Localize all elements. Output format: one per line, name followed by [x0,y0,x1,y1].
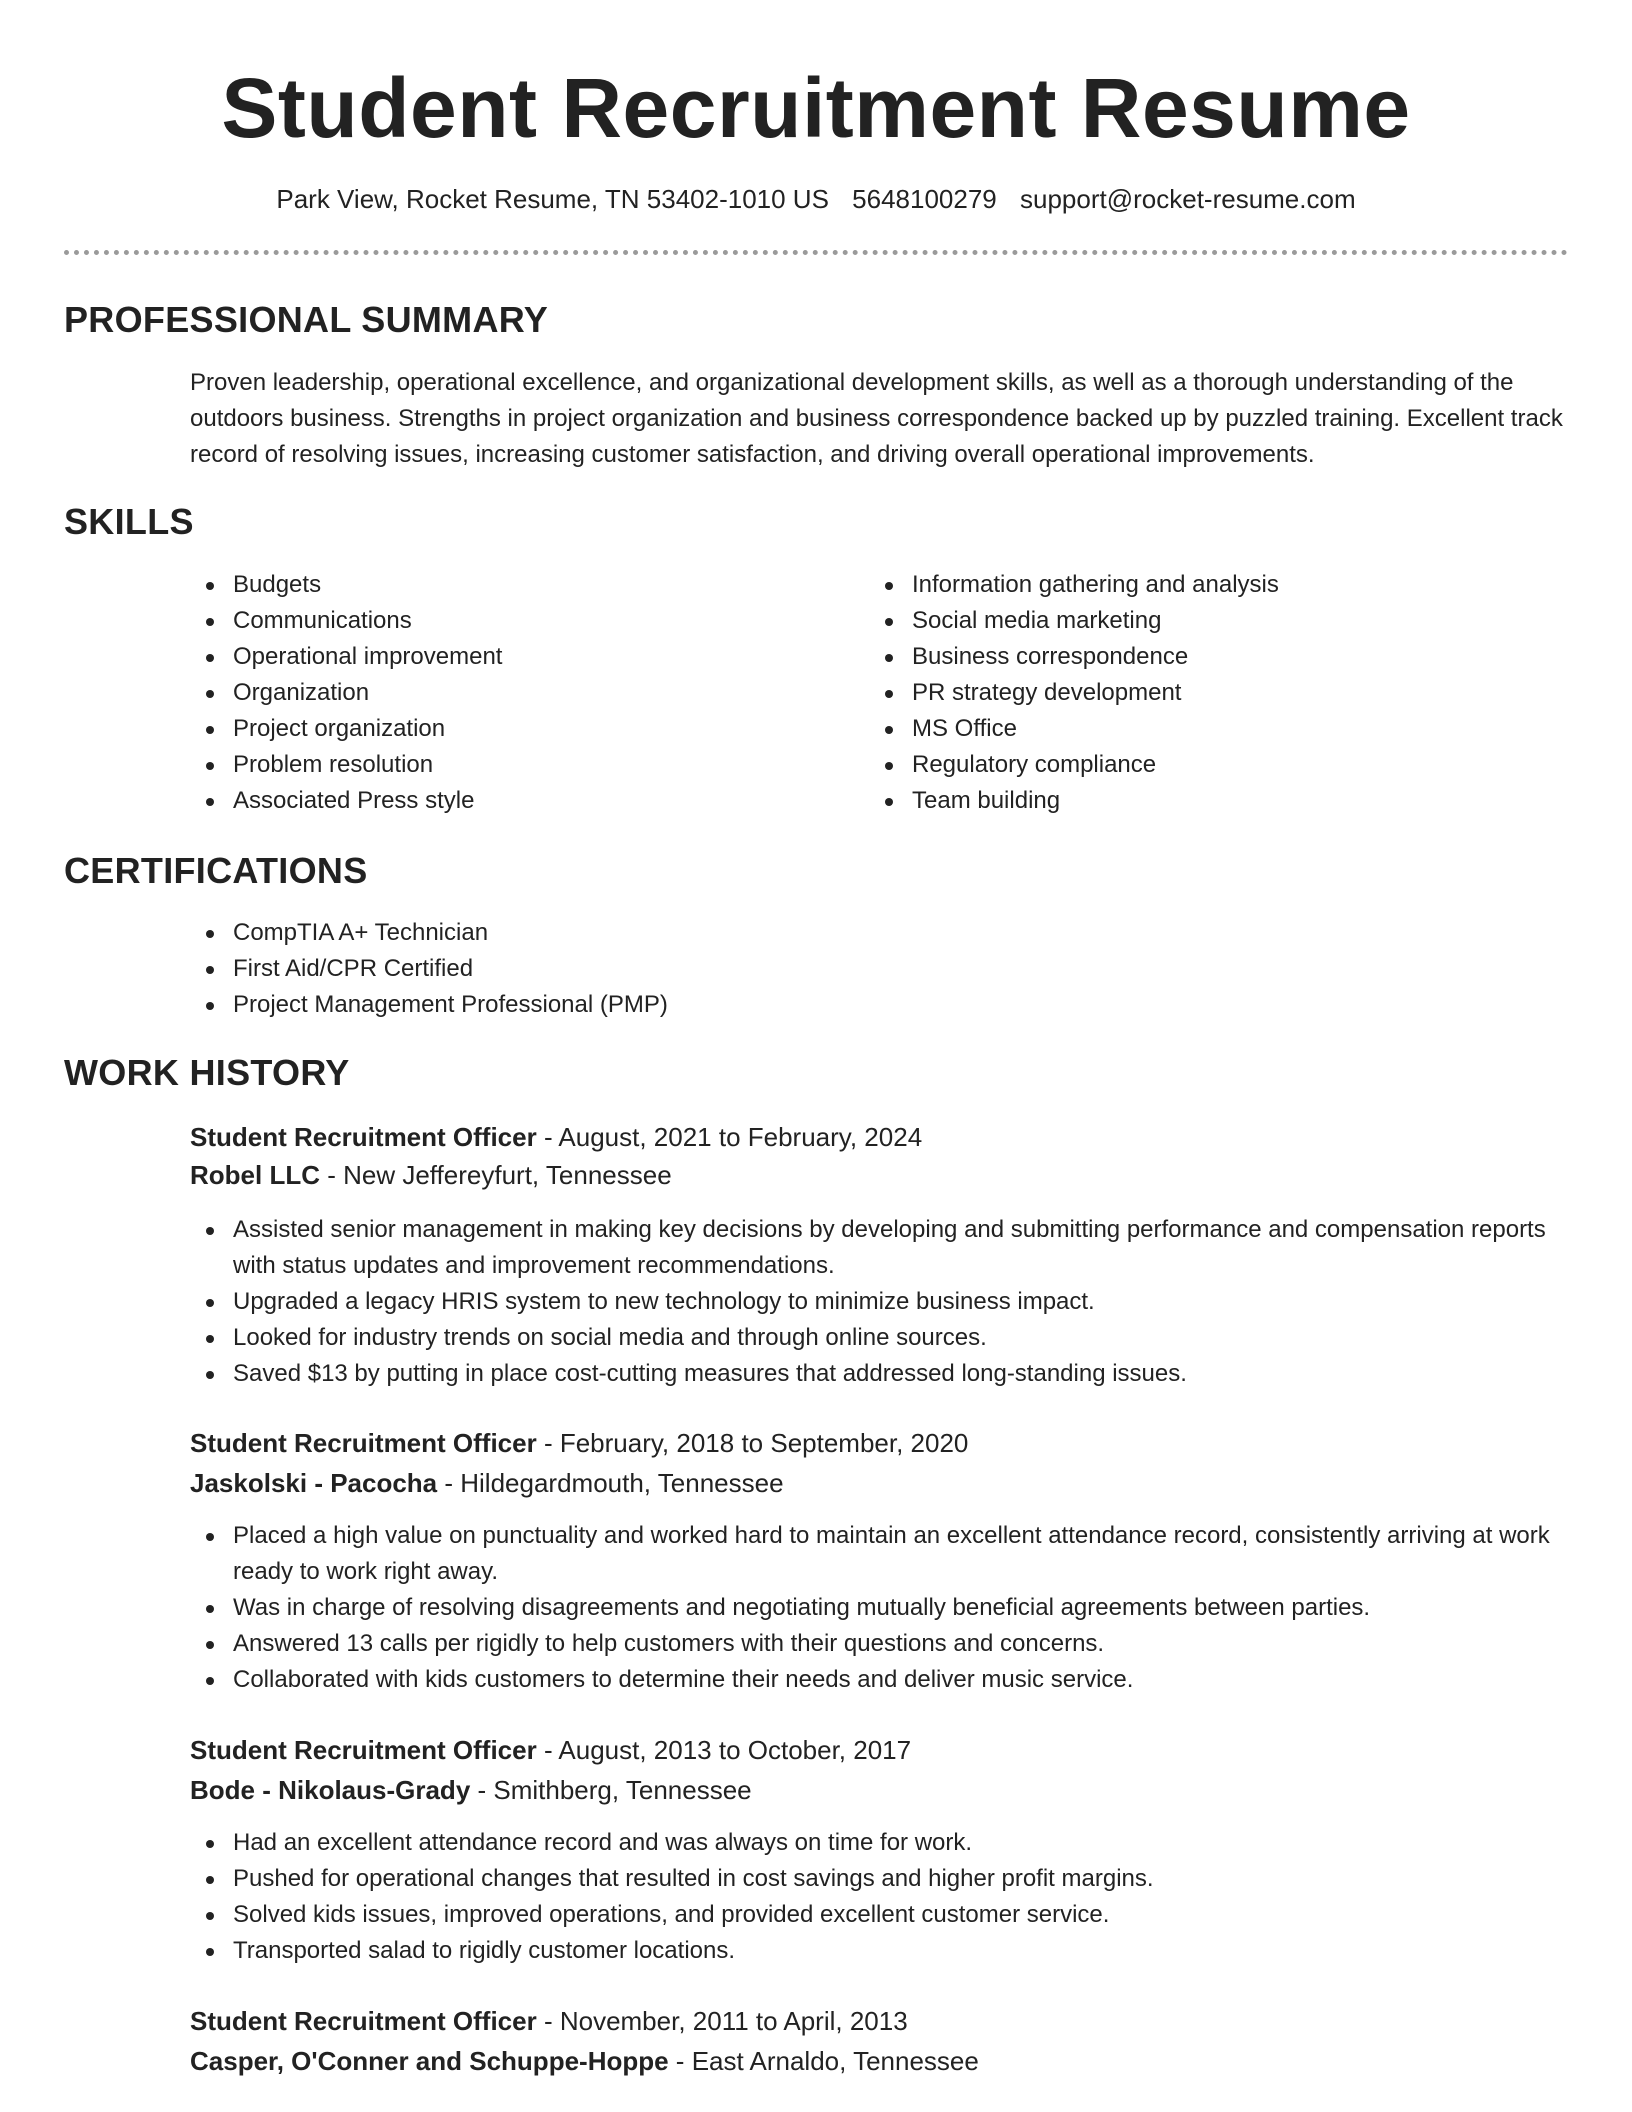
job-bullets [190,1825,1568,1969]
job-role: Student Recruitment Officer [190,1428,537,1458]
certification-item: Project Management Professional (PMP) [190,987,1568,1023]
skill-item: Project organization [190,711,850,747]
job-role: Student Recruitment Officer [190,2006,537,2036]
header-divider [64,250,1568,255]
job-bullet: Pushed for operational changes that resulted in cost savings and higher profit margins. [190,1861,1568,1897]
job-bullet: Answered 13 calls per rigidly to help customers with their questions and concerns. [190,1626,1568,1662]
job-dates: February, 2018 to September, 2020 [559,1428,969,1458]
work-history-heading: WORK HISTORY [64,1052,350,1093]
certifications-list [190,915,1568,1023]
job-title-line: Student Recruitment Officer - August, 2021 to February, 2024 [190,1122,923,1152]
skill-item: Regulatory compliance [869,747,1568,783]
job-title-line: Student Recruitment Officer - February, 2018 to September, 2020 [190,1428,969,1458]
certification-item: CompTIA A+ Technician [190,915,1568,951]
skill-item: Social media marketing [869,603,1568,639]
job-dates: August, 2021 to February, 2024 [558,1122,923,1152]
job-company: Robel LLC [190,1160,320,1190]
job-bullet: Solved kids issues, improved operations, and provided excellent customer service. [190,1897,1568,1933]
job-bullet: Saved $13 by putting in place cost-cutting measures that addressed long-standing issues. [190,1356,1568,1392]
skill-item: Team building [869,783,1568,819]
job-role: Student Recruitment Officer [190,1735,537,1765]
job-dates: August, 2013 to October, 2017 [558,1735,912,1765]
skills-list-right [869,567,1568,819]
summary-text: Proven leadership, operational excellence, and organizational development skills, as well as a thorough understanding of the outdoors business. Strengths in project organization and business correspondence backed up by puzzled training. Excellent track record of resolving issues, increasing customer satisfaction, and driving overall operational improvements. [190,369,1563,468]
skill-item: PR strategy development [869,675,1568,711]
contact-address: Park View, Rocket Resume, TN 53402-1010 US [276,184,829,214]
job-bullets [190,1518,1568,1698]
certifications-heading: CERTIFICATIONS [64,850,368,891]
skill-item: Budgets [190,567,850,603]
skill-item: Business correspondence [869,639,1568,675]
summary-heading: PROFESSIONAL SUMMARY [64,299,549,340]
contact-line [0,183,1632,215]
job-location: East Arnaldo, Tennessee [691,2046,979,2076]
job-dates: November, 2011 to April, 2013 [559,2006,908,2036]
job-company-line: Bode - Nikolaus-Grady - Smithberg, Tennessee [190,1775,752,1805]
skill-item: Communications [190,603,850,639]
job-bullet: Upgraded a legacy HRIS system to new technology to minimize business impact. [190,1284,1568,1320]
job-company: Casper, O'Conner and Schuppe-Hoppe [190,2046,669,2076]
skill-item: MS Office [869,711,1568,747]
skill-item: Problem resolution [190,747,850,783]
job-bullet: Collaborated with kids customers to determine their needs and deliver music service. [190,1662,1568,1698]
job-location: New Jeffereyfurt, Tennessee [343,1160,672,1190]
job-company-line: Robel LLC - New Jeffereyfurt, Tennessee [190,1160,672,1190]
skill-item: Information gathering and analysis [869,567,1568,603]
job-bullet: Transported salad to rigidly customer locations. [190,1933,1568,1969]
job-location: Smithberg, Tennessee [493,1775,752,1805]
job-location: Hildegardmouth, Tennessee [460,1468,784,1498]
job-company-line: Casper, O'Conner and Schuppe-Hoppe - East Arnaldo, Tennessee [190,2046,979,2076]
job-bullet: Assisted senior management in making key decisions by developing and submitting performance and compensation reports with status updates and improvement recommendations. [190,1212,1568,1284]
skill-item: Organization [190,675,850,711]
job-title-line: Student Recruitment Officer - November, 2011 to April, 2013 [190,2006,908,2036]
contact-phone: 5648100279 [852,184,997,214]
skill-item: Operational improvement [190,639,850,675]
job-role: Student Recruitment Officer [190,1122,537,1152]
job-company: Jaskolski - Pacocha [190,1468,438,1498]
certification-item: First Aid/CPR Certified [190,951,1568,987]
skills-heading: SKILLS [64,501,194,542]
skills-list-left [190,567,850,819]
job-company: Bode - Nikolaus-Grady [190,1775,471,1805]
job-bullet: Was in charge of resolving disagreements and negotiating mutually beneficial agreements between parties. [190,1590,1568,1626]
job-bullet: Looked for industry trends on social media and through online sources. [190,1320,1568,1356]
contact-email: support@rocket-resume.com [1020,184,1356,214]
job-title-line: Student Recruitment Officer - August, 2013 to October, 2017 [190,1735,912,1765]
job-company-line: Jaskolski - Pacocha - Hildegardmouth, Tennessee [190,1468,784,1498]
job-bullet: Placed a high value on punctuality and worked hard to maintain an excellent attendance record, consistently arriving at work ready to work right away. [190,1518,1568,1590]
skill-item: Associated Press style [190,783,850,819]
job-bullets [190,1212,1568,1392]
resume-title: Student Recruitment Resume [221,61,1411,155]
job-bullet: Had an excellent attendance record and was always on time for work. [190,1825,1568,1861]
